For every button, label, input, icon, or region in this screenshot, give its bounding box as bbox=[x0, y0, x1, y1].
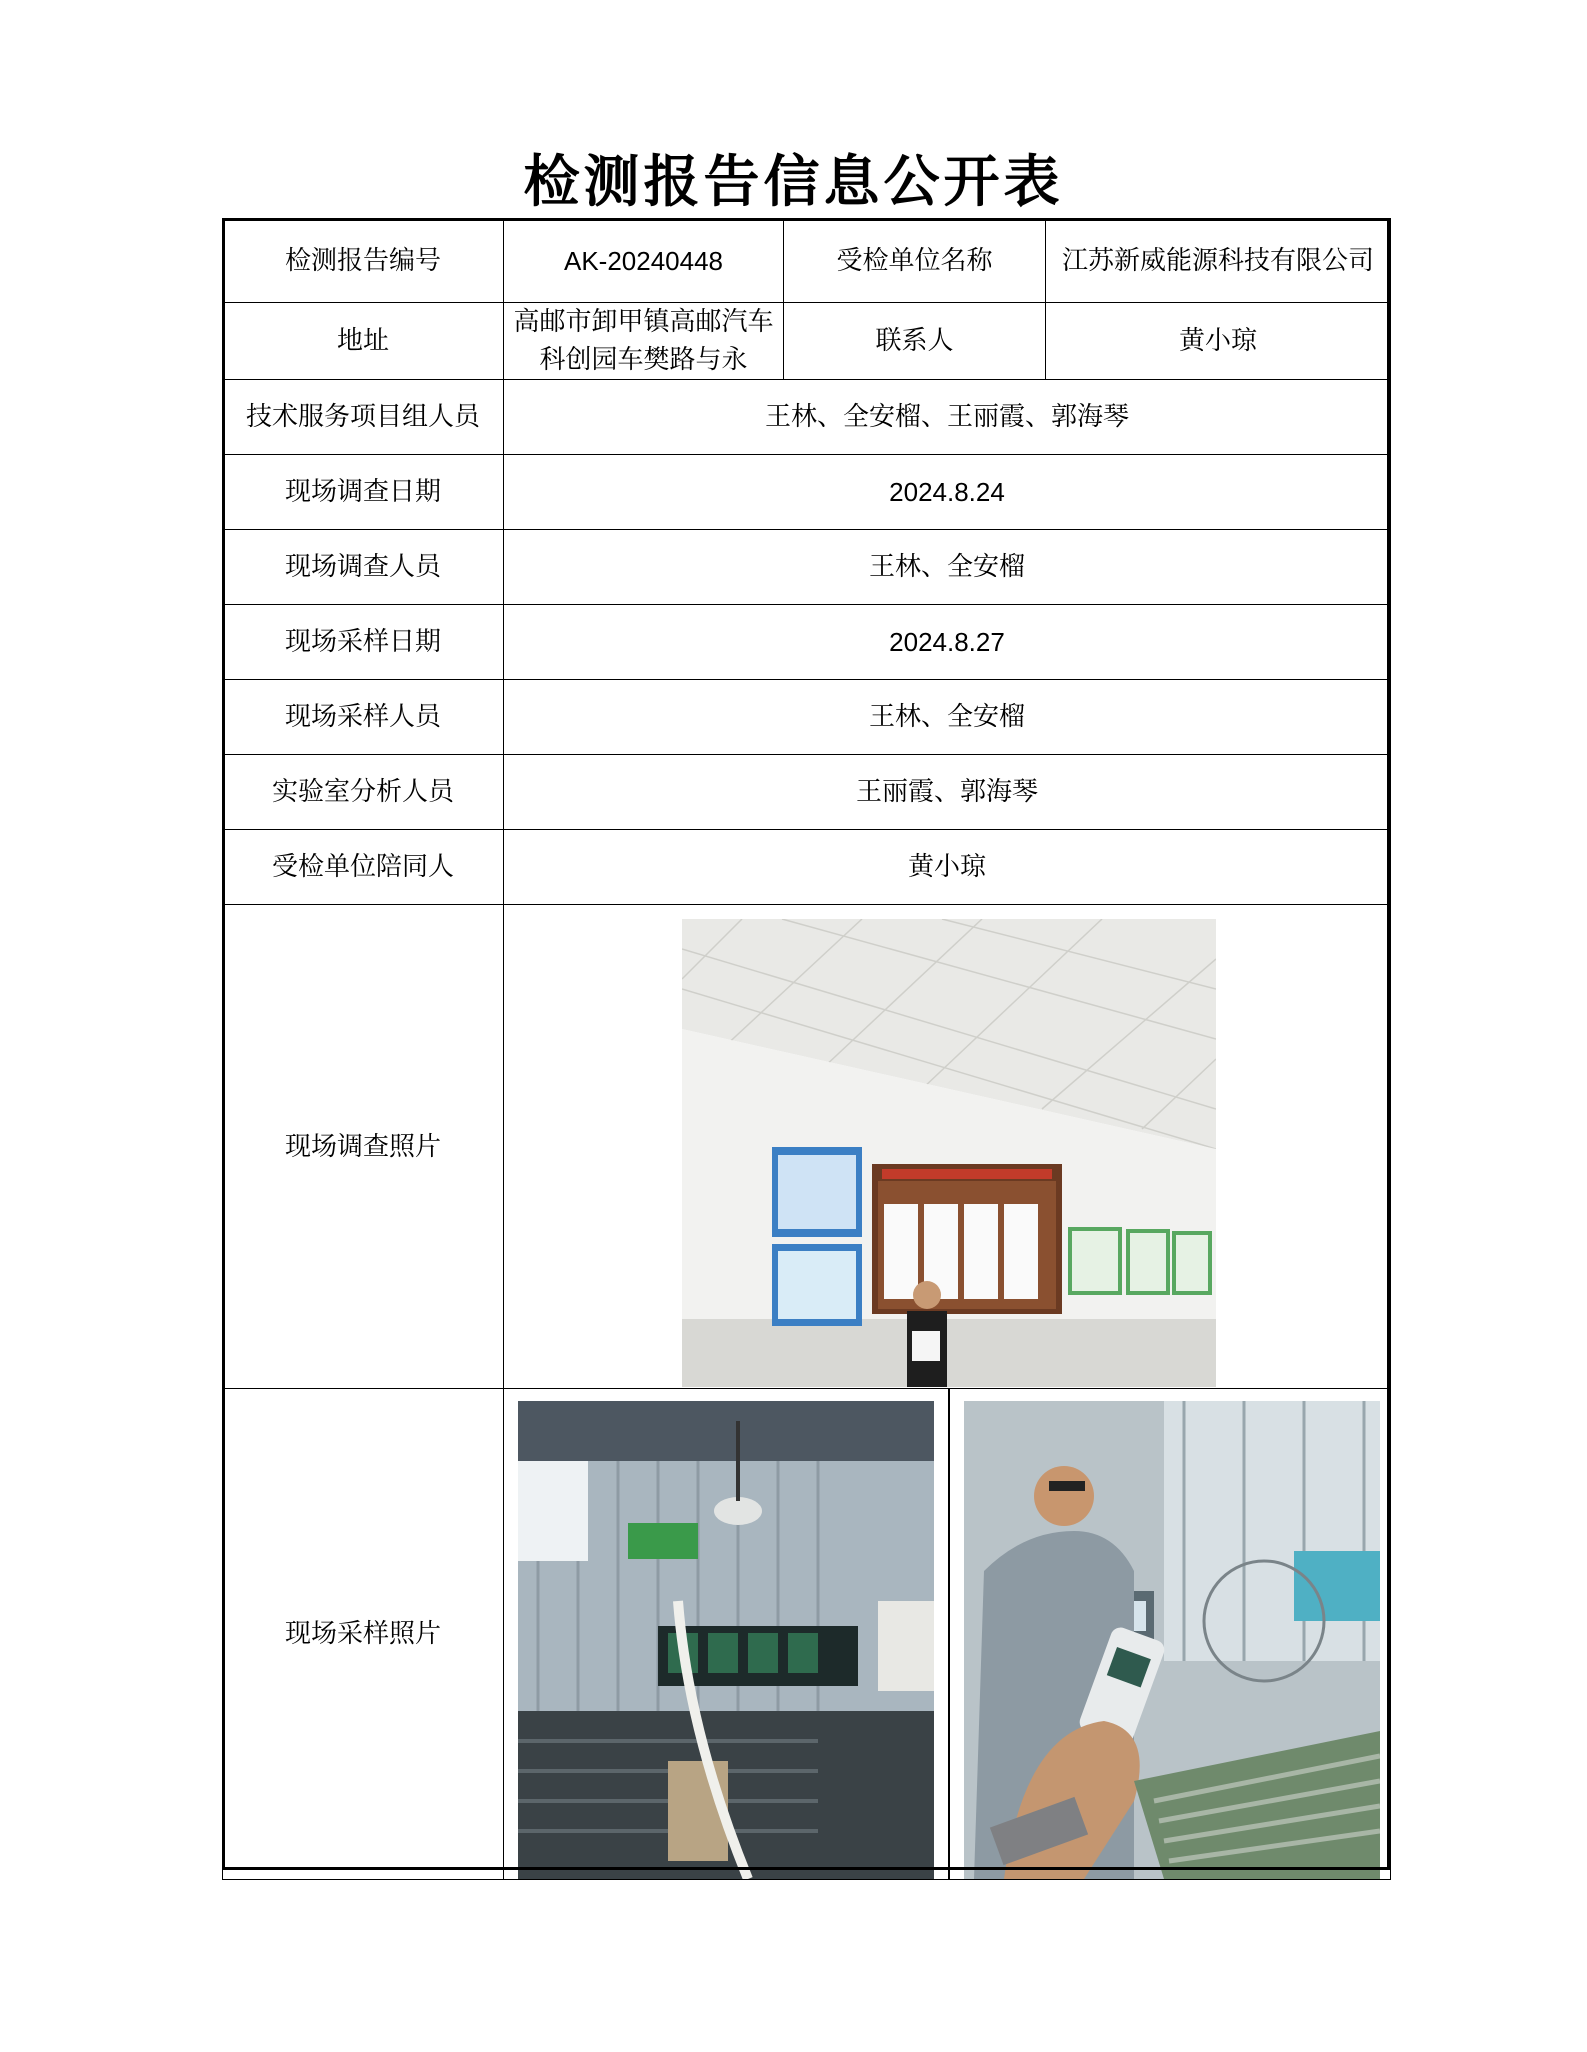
table-outer-border bbox=[222, 218, 1390, 1870]
page-title: 检测报告信息公开表 bbox=[523, 149, 1064, 215]
survey-date-label: 现场调查日期 bbox=[223, 455, 504, 530]
report-number-value: AK-20240448 bbox=[504, 219, 784, 303]
escort-label: 受检单位陪同人 bbox=[223, 830, 504, 905]
address-value: 高邮市卸甲镇高邮汽车科创园车樊路与永 bbox=[513, 307, 774, 375]
report-number-label: 检测报告编号 bbox=[223, 219, 504, 303]
contact-label: 联系人 bbox=[784, 303, 1046, 380]
contact-value: 黄小琼 bbox=[1046, 303, 1391, 380]
address-label: 地址 bbox=[223, 303, 504, 380]
sampling-date-label: 现场采样日期 bbox=[223, 605, 504, 680]
team-value: 王林、全安榴、王丽霞、郭海琴 bbox=[504, 380, 1391, 455]
sampling-staff-label: 现场采样人员 bbox=[223, 680, 504, 755]
sampling-photo-label: 现场采样照片 bbox=[223, 1389, 504, 1880]
team-label: 技术服务项目组人员 bbox=[223, 380, 504, 455]
unit-name-label: 受检单位名称 bbox=[784, 219, 1046, 303]
sampling-date-value: 2024.8.27 bbox=[504, 605, 1391, 680]
unit-name-value: 江苏新威能源科技有限公司 bbox=[1046, 219, 1391, 303]
survey-staff-value: 王林、全安榴 bbox=[504, 530, 1391, 605]
sampling-staff-value: 王林、全安榴 bbox=[504, 680, 1391, 755]
lab-staff-label: 实验室分析人员 bbox=[223, 755, 504, 830]
survey-staff-label: 现场调查人员 bbox=[223, 530, 504, 605]
survey-date-value: 2024.8.24 bbox=[504, 455, 1391, 530]
lab-staff-value: 王丽霞、郭海琴 bbox=[504, 755, 1391, 830]
survey-photo-label: 现场调查照片 bbox=[223, 905, 504, 1389]
escort-value: 黄小琼 bbox=[504, 830, 1391, 905]
